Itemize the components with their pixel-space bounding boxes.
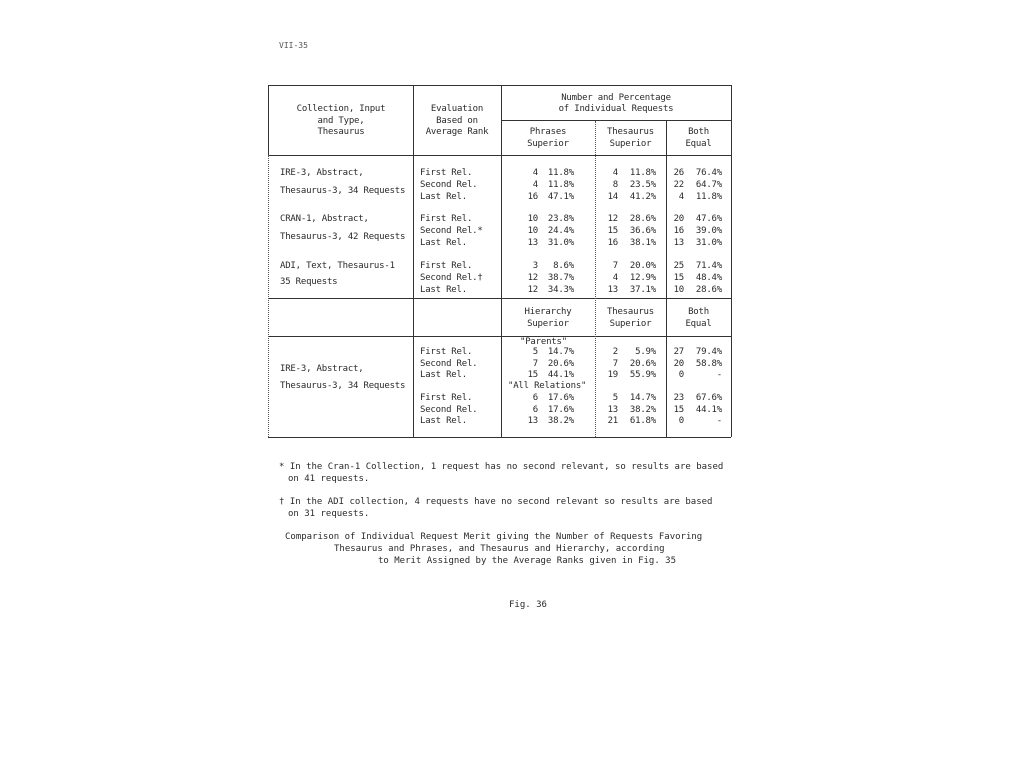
cell-pct: 11.8% [547,168,574,178]
cell-pct: 58.8% [695,359,722,369]
cell-count: 16 [607,238,618,248]
cell-pct: 76.4% [695,168,722,178]
cell-pct: 47.6% [695,214,722,224]
parents-label: "Parents" [520,337,567,347]
cell-count: 10 [527,214,538,224]
group4-collection-line2: Thesaurus-3, 34 Requests [280,381,406,391]
cell-pct: 11.8% [629,168,656,178]
cell-pct: 23.5% [629,180,656,190]
cell-count: 4 [678,192,684,202]
cell-count: 4 [532,180,538,190]
row-eval: Last Rel. [420,416,467,426]
cell-pct: 36.6% [629,226,656,236]
cell-count: 10 [673,285,684,295]
row-eval: Last Rel. [420,370,467,380]
cell-pct: 17.6% [547,405,574,415]
caption-line1: Comparison of Individual Request Merit giving the Number of Requests Favoring [285,532,703,542]
cell-count: 15 [673,273,684,283]
row-eval: First Rel. [420,261,473,271]
cell-pct: 55.9% [629,370,656,380]
cell-pct: 14.7% [629,393,656,403]
cell-count: 12 [527,285,538,295]
col-both-line2: Equal [685,139,712,149]
cell-count: 12 [527,273,538,283]
cell-count: 19 [607,370,618,380]
header-collection-line1: Collection, Input [296,104,386,114]
group3-collection-line2: 35 Requests [280,277,338,287]
cell-count: 20 [673,214,684,224]
cell-count: 7 [612,359,618,369]
group1-collection-line1: IRE-3, Abstract, [280,168,364,178]
header-evaluation-line2: Based on [436,116,478,126]
cell-pct: 8.6% [553,261,574,271]
cell-count: 13 [607,405,618,415]
col-hierarchy-line1: Hierarchy [524,307,572,317]
col-both2-line2: Equal [685,319,712,329]
cell-count: 15 [527,370,538,380]
row-eval: Second Rel.* [420,226,483,236]
cell-pct: 38.2% [547,416,574,426]
cell-count: 13 [673,238,684,248]
cell-pct: 28.6% [695,285,722,295]
cell-count: 21 [607,416,618,426]
col-both2-line1: Both [688,307,709,317]
cell-count: 2 [612,347,618,357]
cell-pct: 47.1% [547,192,574,202]
col-phrases-line2: Superior [527,139,569,149]
cell-pct: 5.9% [635,347,656,357]
header-number-line2: of Individual Requests [558,104,674,114]
header-collection-line3: Thesaurus [317,127,365,137]
header-collection-line2: and Type, [317,116,365,126]
cell-pct: 79.4% [695,347,722,357]
cell-count: 23 [673,393,684,403]
cell-pct: 20.0% [629,261,656,271]
footnote-star-line1: * In the Cran-1 Collection, 1 request has no second relevant, so results are based [279,462,724,472]
row-eval: Last Rel. [420,238,467,248]
row-eval: Last Rel. [420,192,467,202]
cell-count: 7 [532,359,538,369]
cell-pct: 37.1% [629,285,656,295]
cell-pct: - [716,370,722,380]
cell-count: 13 [527,238,538,248]
cell-pct: 44.1% [695,405,722,415]
col-thesaurus-line1: Thesaurus [607,127,654,137]
footnote-dagger-line2: on 31 requests. [288,509,370,519]
cell-count: 15 [673,405,684,415]
cell-pct: 31.0% [547,238,574,248]
col-both-line1: Both [688,127,709,137]
group3-collection-line1: ADI, Text, Thesaurus-1 [280,261,395,271]
row-eval: First Rel. [420,393,473,403]
cell-count: 27 [673,347,684,357]
cell-pct: 17.6% [547,393,574,403]
group2-collection-line1: CRAN-1, Abstract, [280,214,369,224]
all-relations-label: "All Relations" [508,381,587,391]
cell-count: 14 [607,192,618,202]
cell-count: 5 [532,347,538,357]
cell-count: 20 [673,359,684,369]
header-evaluation-line1: Evaluation [430,104,484,114]
cell-count: 13 [527,416,538,426]
cell-pct: 20.6% [547,359,574,369]
cell-count: 22 [673,180,684,190]
cell-count: 7 [612,261,618,271]
col-thesaurus2-line1: Thesaurus [607,307,654,317]
cell-count: 0 [678,370,684,380]
page-code: VII-35 [279,41,308,50]
col-thesaurus-line2: Superior [609,139,652,149]
row-eval: First Rel. [420,214,473,224]
row-eval: First Rel. [420,168,473,178]
cell-pct: - [716,416,722,426]
cell-pct: 44.1% [547,370,574,380]
cell-count: 4 [612,168,618,178]
cell-pct: 28.6% [629,214,656,224]
cell-count: 16 [527,192,538,202]
cell-count: 4 [532,168,538,178]
group2-collection-line2: Thesaurus-3, 42 Requests [280,232,406,242]
cell-count: 16 [673,226,684,236]
row-eval: First Rel. [420,347,473,357]
cell-count: 8 [612,180,618,190]
cell-pct: 39.0% [695,226,722,236]
caption-line2: Thesaurus and Phrases, and Thesaurus and Hierarchy, according [334,544,665,554]
row-eval: Second Rel. [420,359,478,369]
cell-pct: 34.3% [547,285,574,295]
cell-count: 3 [532,261,538,271]
row-eval: Second Rel. [420,180,478,190]
footnote-star-line2: on 41 requests. [288,474,370,484]
row-eval: Second Rel. [420,405,478,415]
cell-count: 10 [527,226,538,236]
cell-count: 5 [612,393,618,403]
cell-pct: 71.4% [695,261,722,271]
caption-line3: to Merit Assigned by the Average Ranks given in Fig. 35 [378,556,677,566]
cell-pct: 11.8% [695,192,722,202]
cell-pct: 31.0% [695,238,722,248]
cell-pct: 14.7% [547,347,574,357]
cell-pct: 61.8% [629,416,656,426]
row-eval: Last Rel. [420,285,467,295]
cell-count: 6 [532,405,538,415]
col-thesaurus2-line2: Superior [609,319,652,329]
cell-count: 0 [678,416,684,426]
cell-pct: 38.7% [547,273,574,283]
cell-count: 13 [607,285,618,295]
cell-count: 12 [607,214,618,224]
cell-pct: 41.2% [629,192,656,202]
cell-pct: 23.8% [547,214,574,224]
group1-collection-line2: Thesaurus-3, 34 Requests [280,186,406,196]
cell-pct: 64.7% [695,180,722,190]
cell-pct: 11.8% [547,180,574,190]
col-hierarchy-line2: Superior [527,319,569,329]
cell-count: 26 [673,168,684,178]
cell-pct: 38.2% [629,405,656,415]
cell-pct: 48.4% [695,273,722,283]
cell-pct: 67.6% [695,393,722,403]
cell-pct: 20.6% [629,359,656,369]
cell-pct: 12.9% [629,273,656,283]
group4-collection-line1: IRE-3, Abstract, [280,364,364,374]
row-eval: Second Rel.† [420,273,483,283]
cell-pct: 24.4% [547,226,574,236]
cell-count: 4 [612,273,618,283]
figure-label: Fig. 36 [509,600,547,610]
cell-pct: 38.1% [629,238,656,248]
header-evaluation-line3: Average Rank [425,127,489,137]
cell-count: 6 [532,393,538,403]
cell-count: 15 [607,226,618,236]
col-phrases-line1: Phrases [529,127,567,137]
cell-count: 25 [673,261,684,271]
footnote-dagger-line1: † In the ADI collection, 4 requests have no second relevant so results are based [279,497,713,507]
header-number-line1: Number and Percentage [561,93,671,103]
